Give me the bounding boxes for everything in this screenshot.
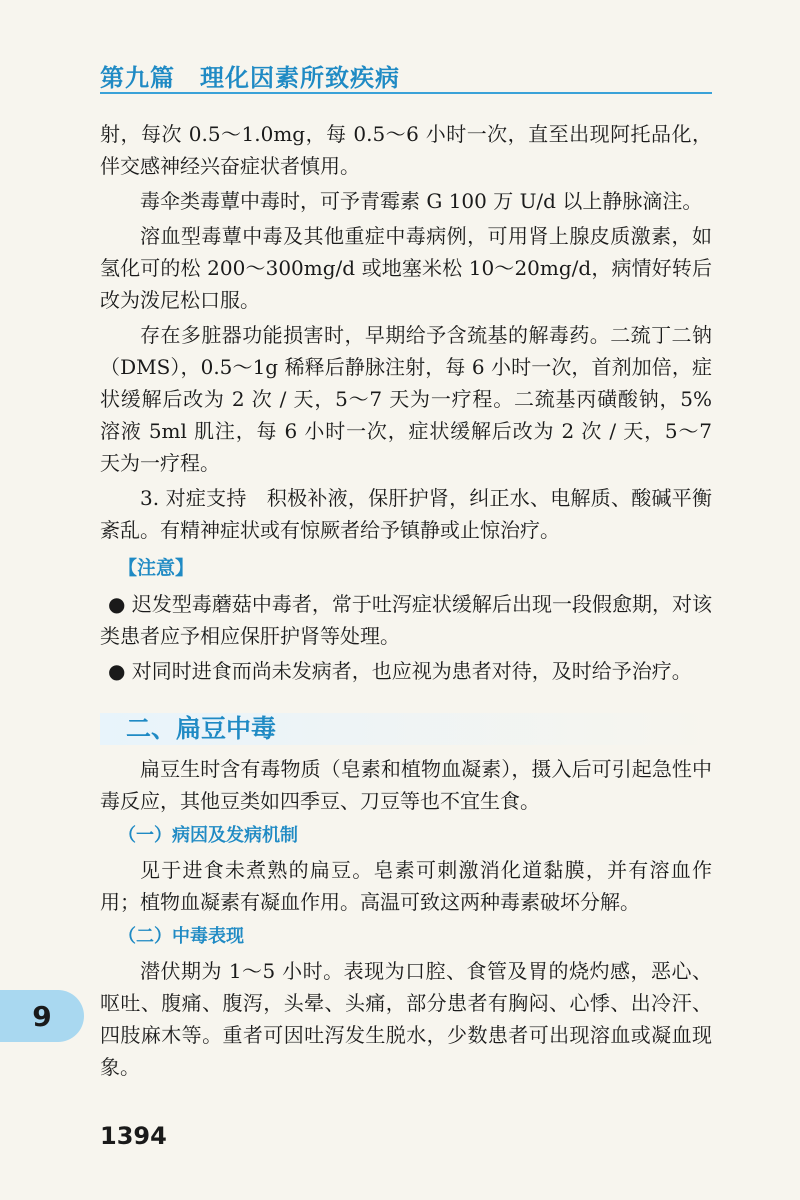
note-title: 【注意】 <box>118 557 195 579</box>
paragraph: 存在多脏器功能损害时，早期给予含巯基的解毒药。二巯丁二钠（DMS），0.5～1g 稀释后静脉注射，每 6 小时一次，首剂加倍，症状缓解后改为 2 次 / 天，5～7 天为一疗程。二巯基丙磺酸钠，5% 溶液 5ml 肌注，每 6 小时一次，症状缓解后改为 2 次 / 天，5～7 天为一疗程。 <box>100 323 712 475</box>
paragraph: 溶血型毒蕈中毒及其他重症中毒病例，可用肾上腺皮质激素，如氢化可的松 200～300mg/d 或地塞米松 10～20mg/d，病情好转后改为泼尼松口服。 <box>100 224 712 312</box>
chapter-tab: 9 <box>0 990 84 1042</box>
paragraph: 毒伞类毒蕈中毒时，可予青霉素 G 100 万 U/d 以上静脉滴注。 <box>140 189 703 213</box>
paragraph: 3. 对症支持 积极补液，保肝护肾，纠正水、电解质、酸碱平衡紊乱。有精神症状或有惊厥者给予镇静或止惊治疗。 <box>100 486 712 542</box>
subsection-title: （二）中毒表现 <box>118 926 244 947</box>
note-item: ● 迟发型毒蘑菇中毒者，常于吐泻症状缓解后出现一段假愈期，对该类患者应予相应保肝护肾等处理。 <box>100 592 712 648</box>
note-item: ● 对同时进食而尚未发病者，也应视为患者对待，及时给予治疗。 <box>108 659 692 683</box>
paragraph: 射，每次 0.5～1.0mg，每 0.5～6 小时一次，直至出现阿托品化，伴交感神经兴奋症状者慎用。 <box>100 122 712 178</box>
header-divider <box>100 92 712 94</box>
page-body <box>100 118 712 1086</box>
subsection-title: （一）病因及发病机制 <box>118 825 298 846</box>
section-intro: 扁豆生时含有毒物质（皂素和植物血凝素），摄入后可引起急性中毒反应，其他豆类如四季豆、刀豆等也不宜生食。 <box>100 757 712 813</box>
running-header: 第九篇 理化因素所致疾病 <box>100 64 400 92</box>
paragraph: 见于进食未煮熟的扁豆。皂素可刺激消化道黏膜，并有溶血作用；植物血凝素有凝血作用。高温可致这两种毒素破坏分解。 <box>100 858 712 914</box>
page-number: 1394 <box>100 1122 167 1150</box>
section-title: 二、扁豆中毒 <box>100 713 712 745</box>
paragraph: 潜伏期为 1～5 小时。表现为口腔、食管及胃的烧灼感，恶心、呕吐、腹痛、腹泻，头晕、头痛，部分患者有胸闷、心悸、出冷汗、四肢麻木等。重者可因吐泻发生脱水，少数患者可出现溶血或凝血现象。 <box>100 959 712 1079</box>
